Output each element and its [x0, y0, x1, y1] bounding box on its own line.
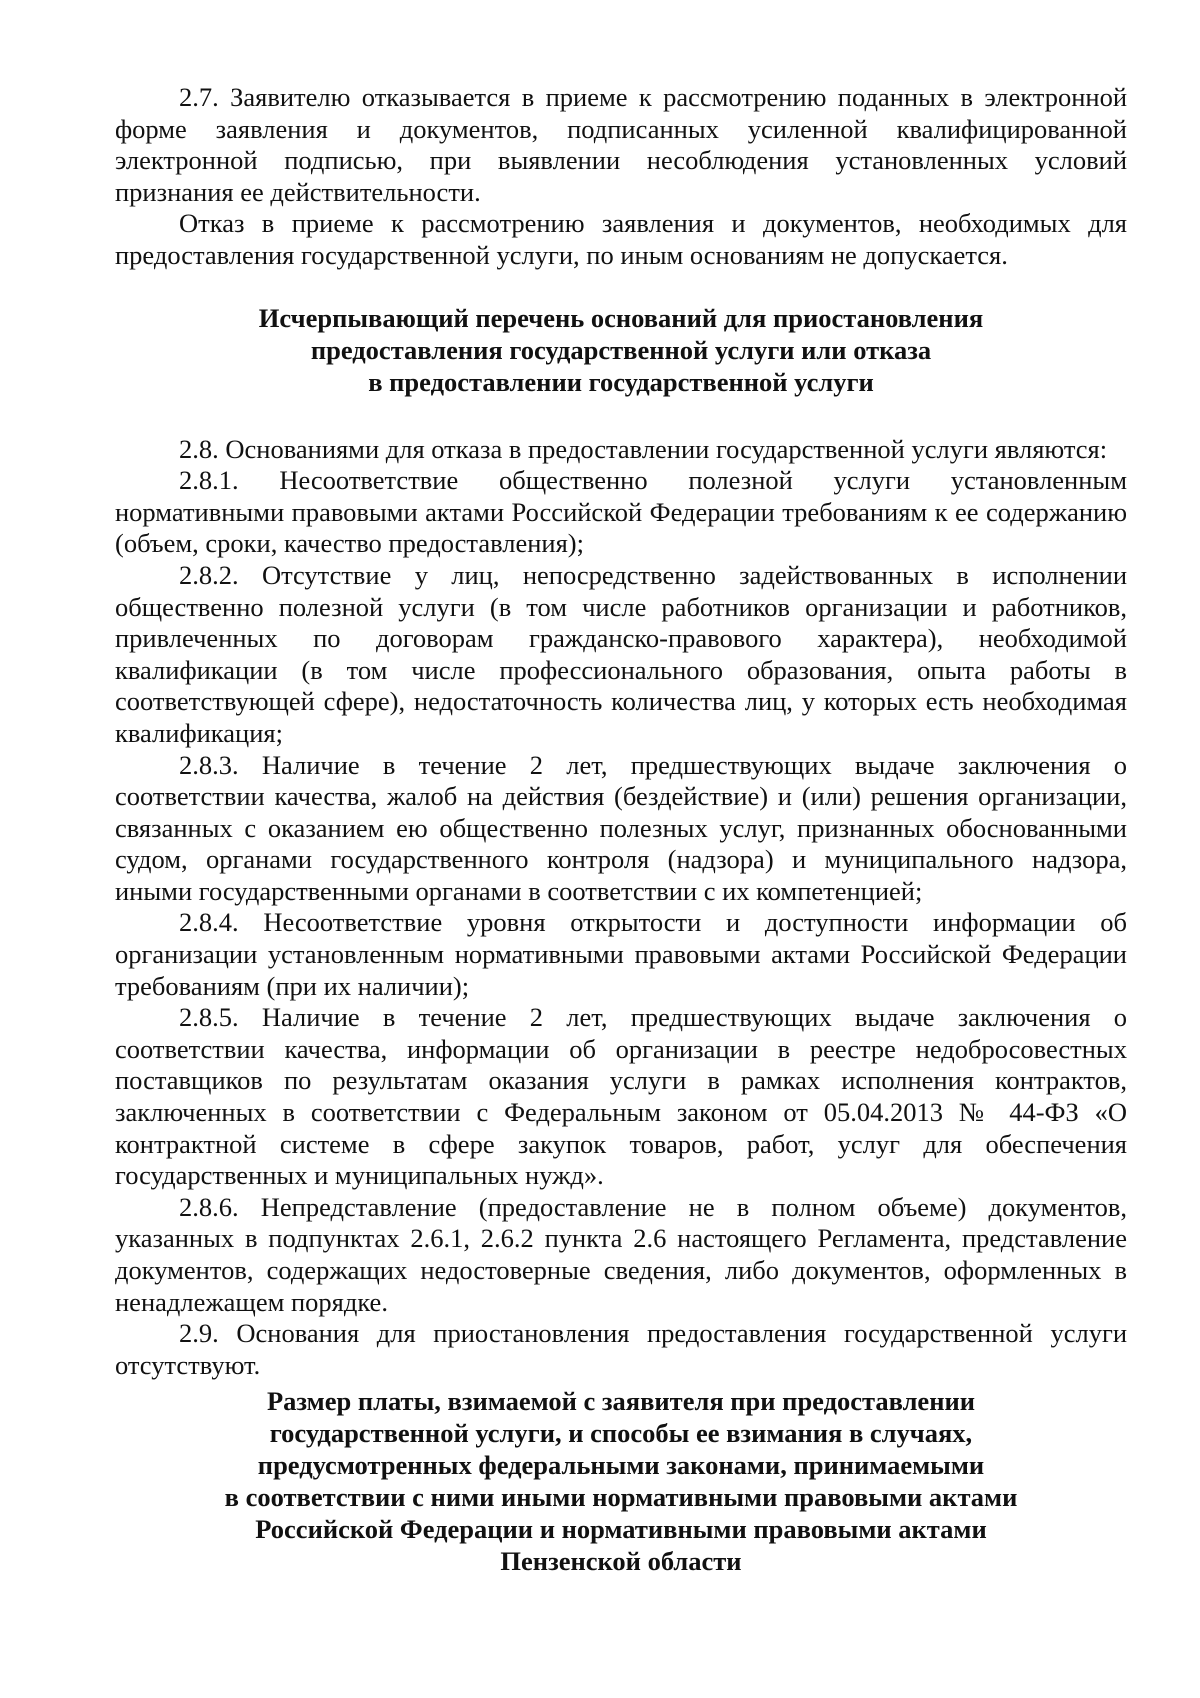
heading-line: Пензенской области [500, 1546, 742, 1577]
heading-line: предусмотренных федеральными законами, принимаемыми [257, 1450, 985, 1481]
document-page [115, 82, 1127, 1577]
heading-line: государственной услуги, и способы ее взимания в случаях, [269, 1418, 973, 1449]
paragraph-2-8-2: 2.8.2. Отсутствие у лиц, непосредственно задействованных в исполнении общественно полезной услуги (в том числе работников организации и работников, привлеченных по договорам гражданско-правового характера), необходимой квалификации (в том числе профессионального образования, опыта работы в соответствующей сфере), недостаточность количества лиц, у которых есть необходимая квалификация; [115, 559, 1127, 748]
paragraph-2-8-4: 2.8.4. Несоответствие уровня открытости и доступности информации об организации установленным нормативными правовыми актами Российской Федерации требованиям (при их наличии); [115, 907, 1127, 1001]
heading-line: в предоставлении государственной услуги [368, 366, 874, 397]
paragraph-2-9: 2.9. Основания для приостановления предоставления государственной услуги отсутствуют. [115, 1318, 1127, 1380]
paragraph-2-8-1: 2.8.1. Несоответствие общественно полезной услуги установленным нормативными правовыми актами Российской Федерации требованиям к ее содержанию (объем, сроки, качество предоставления); [115, 465, 1127, 559]
paragraph-2-8: 2.8. Основаниями для отказа в предоставлении государственной услуги являются: [179, 433, 1108, 464]
section-heading-fee [115, 1385, 1127, 1577]
paragraph-2-8-5: 2.8.5. Наличие в течение 2 лет, предшествующих выдаче заключения о соответствии качества, информации об организации в реестре недобросовестных поставщиков по результатам оказания услуги в рамках исполнения контрактов, заключенных в соответствии с Федеральным законом от 05.04.2013 № 44-ФЗ «О контрактной системе в сфере закупок товаров, работ, услуг для обеспечения государственных и муниципальных нужд». [115, 1002, 1127, 1191]
paragraph-2-8-3: 2.8.3. Наличие в течение 2 лет, предшествующих выдаче заключения о соответствии качества, жалоб на действия (бездействие) и (или) решения организации, связанных с оказанием ею общественно полезных услуг, признанных обоснованными судом, органами государственного контроля (надзора) и муниципального надзора, иными государственными органами в соответствии с их компетенцией; [115, 749, 1127, 906]
paragraph-2-8-6: 2.8.6. Непредставление (предоставление не в полном объеме) документов, указанных в подпунктах 2.6.1, 2.6.2 пункта 2.6 настоящего Регламента, представление документов, содержащих недостоверные сведения, либо документов, оформленных в ненадлежащем порядке. [115, 1191, 1127, 1317]
section-heading-suspension-refusal [115, 302, 1127, 398]
heading-line: предоставления государственной услуги или отказа [310, 334, 932, 365]
heading-line: Российской Федерации и нормативными правовыми актами [255, 1514, 987, 1545]
paragraph-2-7: 2.7. Заявителю отказывается в приеме к рассмотрению поданных в электронной форме заявления и документов, подписанных усиленной квалифицированной электронной подписью, при выявлении несоблюдения установленных условий признания ее действительности. [115, 82, 1127, 207]
paragraph-refusal-other-grounds: Отказ в приеме к рассмотрению заявления и документов, необходимых для предоставления государственной услуги, по иным основаниям не допускается. [115, 208, 1127, 270]
heading-line: Исчерпывающий перечень оснований для приостановления [258, 302, 984, 333]
heading-line: в соответствии с ними иными нормативными правовыми актами [224, 1482, 1018, 1513]
heading-line: Размер платы, взимаемой с заявителя при предоставлении [266, 1386, 976, 1417]
